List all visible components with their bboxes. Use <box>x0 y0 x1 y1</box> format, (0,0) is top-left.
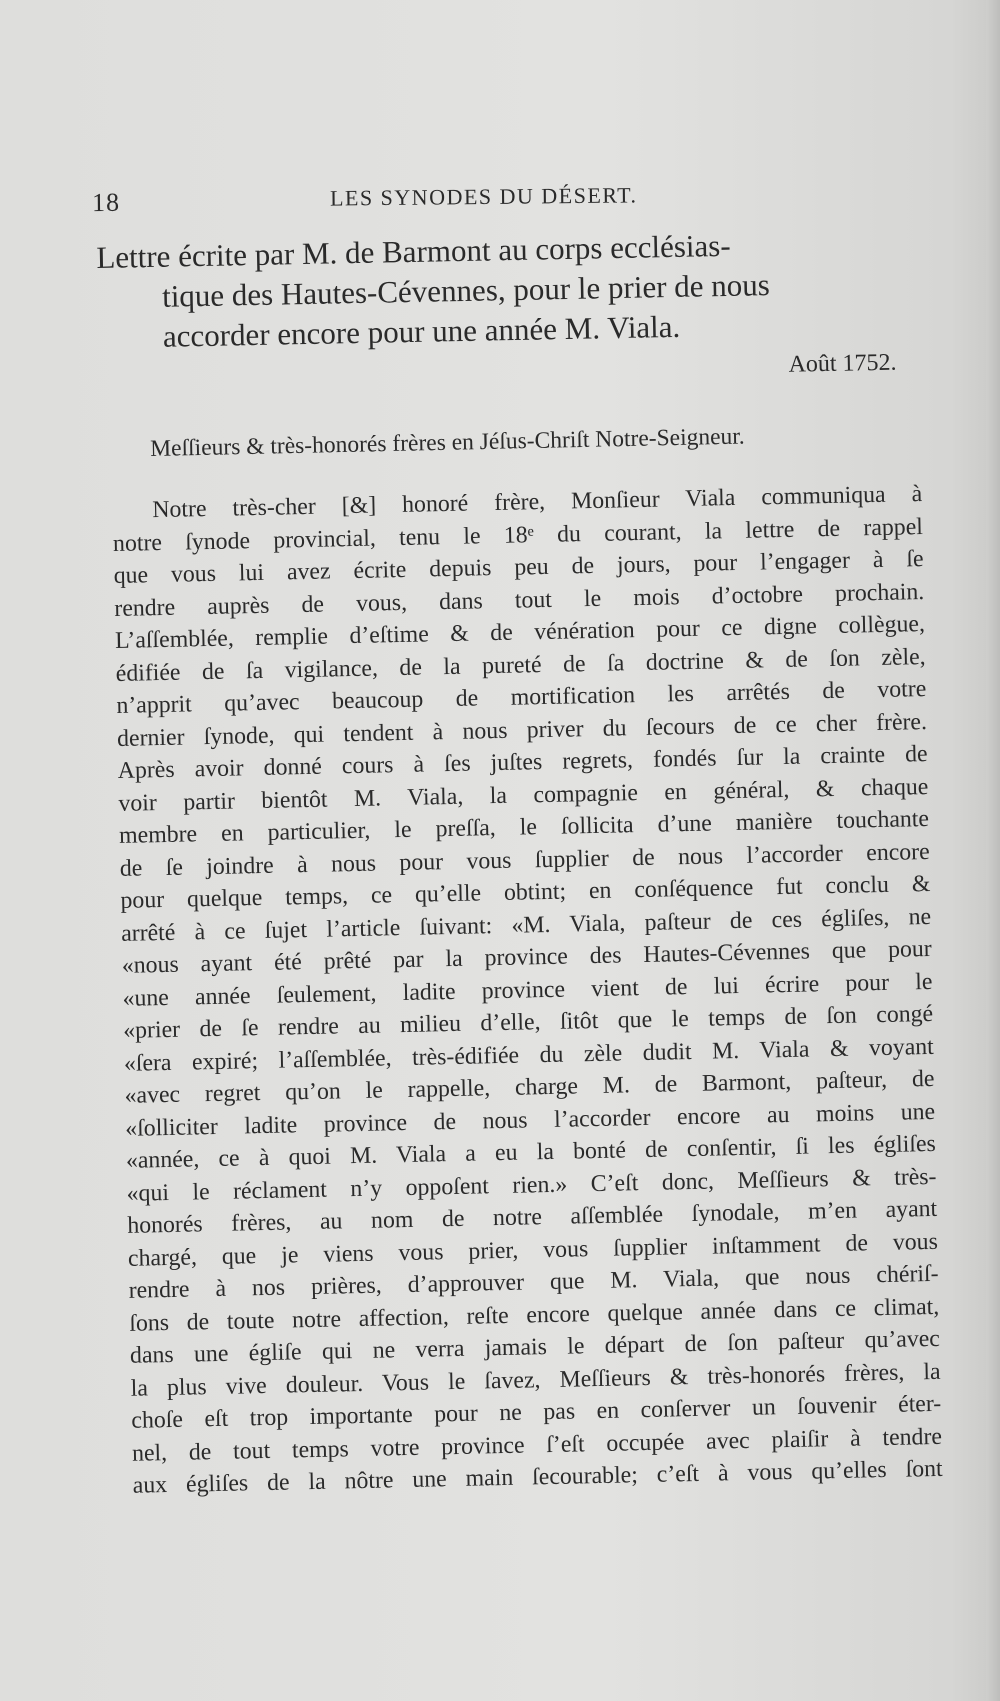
letter-body <box>112 478 943 1502</box>
body-line: «année, ce à quoi M. Viala a eu la bonté de conſentir, ſi les égliſes <box>125 1130 937 1174</box>
body-line: pour quelque temps, ce qu’elle obtint; en conſéquence fut conclu & <box>120 870 931 914</box>
page-header <box>92 174 872 222</box>
body-line: voir partir bientôt M. Viala, la compagnie en général, & chaque <box>118 773 929 817</box>
body-line: aux égliſes de la nôtre une main ſecourable; c’eſt à vous qu’elles ſont <box>132 1455 943 1499</box>
body-line: «nous ayant été prêté par la province des Hautes-Cévennes que pour <box>121 935 932 979</box>
body-line: ſons de toute notre affection, reſte encore quelque année dans ce climat, <box>129 1293 940 1337</box>
heading-line: tique des Hautes-Cévennes, pour le prier de nous <box>161 267 771 314</box>
body-line: édifiée de ſa vigilance, de la pureté de ſa doctrine & de ſon zèle, <box>115 643 926 687</box>
letter-heading <box>96 222 909 396</box>
body-line: «prier de ſe rendre au milieu d’elle, ſitôt que le temps de ſon congé <box>122 1000 934 1044</box>
letter-date: Août 1752. <box>788 349 897 378</box>
body-line: «ſera expiré; l’aſſemblée, très-édifiée du zèle dudit M. Viala & voyant <box>123 1033 935 1077</box>
page-edge <box>986 0 1000 1701</box>
body-line: Notre très-cher [&] honoré frère, Monſieur Viala communiqua à <box>152 481 923 524</box>
body-line: Après avoir donné cours à ſes juſtes regrets, fondés ſur la crainte de <box>117 740 928 784</box>
body-line: «avec regret qu’on le rappelle, charge M. de Barmont, paſteur, de <box>124 1065 935 1109</box>
body-line: membre en particulier, le preſſa, le ſollicita d’une manière touchante <box>118 805 930 849</box>
page-number: 18 <box>91 187 121 218</box>
body-line: notre ſynode provincial, tenu le 18ᵉ du courant, la lettre de rappel <box>112 513 924 557</box>
body-line: que vous lui avez écrite depuis peu de jours, pour l’engager à ſe <box>113 546 924 589</box>
body-line: n’apprit qu’avec beaucoup de mortification les arrêtés de votre <box>116 675 927 719</box>
heading-line: Lettre écrite par M. de Barmont au corps ecclésias- <box>96 227 731 275</box>
body-line: «qui le réclament n’y oppoſent rien.» C’eſt donc, Meſſieurs & très- <box>126 1163 937 1207</box>
body-line: L’aſſemblée, remplie d’eſtime & de vénération pour ce digne collègue, <box>114 611 926 654</box>
body-line: nel, de tout temps votre province ſ’eſt occupée avec plaiſir à tendre <box>131 1423 943 1467</box>
body-line: chargé, que je viens vous prier, vous ſupplier inſtamment de vous <box>127 1228 939 1272</box>
body-line: dernier ſynode, qui tendent à nous priver du ſecours de ce cher frère. <box>116 708 928 752</box>
body-line: rendre à nos prières, d’approuver que M. Viala, que nous chériſ- <box>128 1260 939 1304</box>
body-line: la plus vive douleur. Vous le ſavez, Meſſieurs & très-honorés frères, la <box>130 1358 941 1402</box>
body-line: choſe eſt trop importante pour ne pas en conſerver un ſouvenir éter- <box>131 1390 942 1434</box>
heading-line: accorder encore pour une année M. Viala. <box>162 308 681 354</box>
body-line: «ſolliciter ladite province de nous l’accorder encore au moins une <box>124 1098 936 1142</box>
body-line: «une année ſeulement, ladite province vient de lui écrire pour le <box>122 968 933 1012</box>
body-line: rendre auprès de vous, dans tout le mois d’octobre prochain. <box>114 578 925 622</box>
body-line: de ſe joindre à nous pour vous ſupplier de nous l’accorder encore <box>119 838 930 882</box>
salutation: Meſſieurs & très-honorés frères en Jéſus-Chriſt Notre-Seigneur. <box>150 423 745 462</box>
body-line: arrêté à ce ſujet l’article ſuivant: «M. Viala, paſteur de ces égliſes, ne <box>120 903 932 947</box>
body-line: dans une égliſe qui ne verra jamais le départ de ſon paſteur qu’avec <box>129 1325 941 1369</box>
running-title: LES SYNODES DU DÉSERT. <box>329 182 638 211</box>
body-line: honorés frères, au nom de notre aſſemblée ſynodale, m’en ayant <box>127 1195 938 1239</box>
